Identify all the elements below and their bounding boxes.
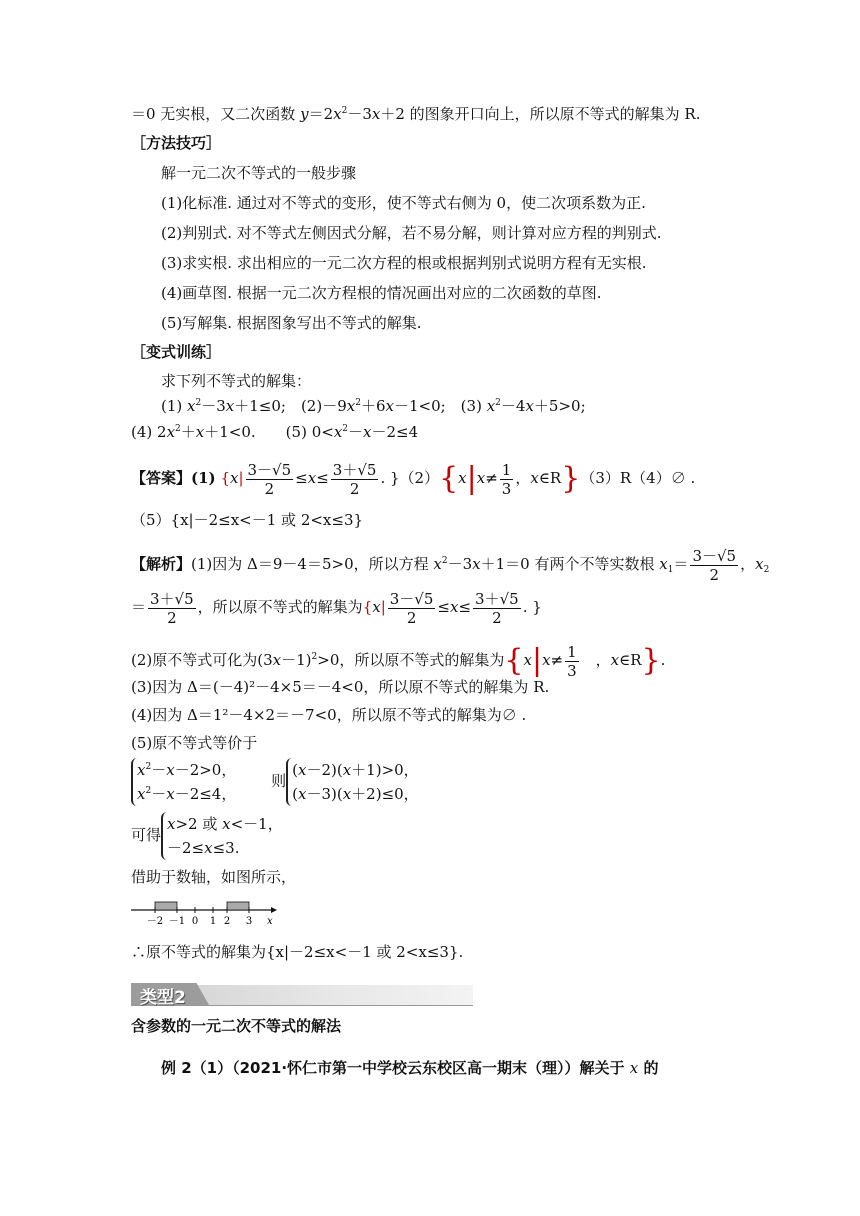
- answer-5: （5）{x|－2≤x<－1 或 2<x≤3}: [131, 511, 364, 529]
- tick-label: －2: [146, 916, 164, 927]
- type-title: 含参数的一元二次不等式的解法: [131, 1017, 342, 1035]
- numberline-intro: 借助于数轴，如图所示，: [131, 868, 297, 886]
- text-line: ＝0 无实根，又二次函数 $y=2x^2-3x+2$ 的图象开口向上，所以原不等式的解集为 R.: [131, 105, 701, 123]
- analysis-line-1: 【解析】(1)因为 Δ＝9－4＝5>0，所以方程 $x^2-3x+1=0$ 有两个不等实数根 $x_1=$ $\frac{3-√5}{2}$ ，$x_2$: [131, 546, 770, 584]
- analysis-line-5: (4)因为 Δ＝1²－4×2＝－7<0，所以原不等式的解集为∅ .: [131, 706, 527, 724]
- analysis-line-4: (3)因为 Δ＝(－4)²－4×5＝－4<0，所以原不等式的解集为 R.: [131, 678, 550, 696]
- problem-line-2: (4) $2x^2+x+1<0$. (5) $0<x^2-x-2\le 4$: [131, 423, 419, 441]
- answer-line: 【答案】(1) {x| $\frac{3-√5}{2}$ ≤x≤ $\frac{3+√5}{2}$ . }（2）{x|x≠ $\frac{1}{3}$ ，x∈R}（3）R（4）∅ .: [131, 460, 696, 498]
- variant-heading: ［变式训练］: [131, 343, 222, 361]
- tick-label: 0: [191, 916, 199, 927]
- conclusion: ∴原不等式的解集为{x|－2≤x<－1 或 2<x≤3}.: [131, 943, 464, 961]
- step-2: (2)判别式. 对不等式左侧因式分解，若不易分解，则计算对应方程的判别式.: [161, 224, 662, 242]
- problem-line-1: (1) $x^2-3x+1\le 0$; $(2)-9x^2+6x-1<0$; (3) $x^2-4x+5>0$;: [161, 397, 586, 415]
- step-5: (5)写解集. 根据图象写出不等式的解集.: [161, 314, 422, 332]
- number-line-figure: [131, 896, 291, 930]
- example-2: 例 2（1）（2021·怀仁市第一中学校云东校区高一期末（理））解关于 x 的: [161, 1059, 659, 1077]
- tick-label: －1: [168, 916, 186, 927]
- analysis-label: 【解析】: [131, 555, 192, 573]
- axis-label: x: [267, 916, 273, 927]
- step-1: (1)化标准. 通过对不等式的变形，使不等式右侧为 0，使二次项系数为正.: [161, 194, 646, 212]
- type-banner-label: 类型2: [140, 988, 186, 1008]
- step-4: (4)画草图. 根据一元二次方程根的情况画出对应的二次函数的草图.: [161, 284, 602, 302]
- analysis-line-6: (5)原不等式等价于: [131, 734, 258, 752]
- method-intro: 解一元二次不等式的一般步骤: [161, 164, 357, 182]
- system-equations: $x^2-x-2>0$， $x^2-x-2\le 4$， 则(x－2)(x＋1)>0， (x－3)(x＋2)≤0，: [131, 758, 419, 806]
- tick-label: 2: [223, 916, 231, 927]
- step-3: (3)求实根. 求出相应的一元二次方程的根或根据判别式说明方程有无实根.: [161, 254, 647, 272]
- tick-label: 3: [245, 916, 253, 927]
- system-result: 可得x>2 或 x<－1， －2≤x≤3.: [131, 812, 283, 860]
- analysis-line-3: (2)原不等式可化为$(3x-1)^2>0$，所以原不等式的解集为{x|x≠ $\frac{1}{3}$ ，x∈R}.: [131, 642, 666, 680]
- variant-intro: 求下列不等式的解集：: [161, 372, 312, 390]
- analysis-line-2: ＝ $\frac{3+√5}{2}$ ，所以原不等式的解集为{x| $\frac{3-√5}{2}$ ≤x≤ $\frac{3+√5}{2}$ . }: [131, 589, 542, 627]
- answer-label: 【答案】: [131, 469, 192, 487]
- tick-label: 1: [209, 916, 217, 927]
- method-heading: ［方法技巧］: [131, 134, 222, 152]
